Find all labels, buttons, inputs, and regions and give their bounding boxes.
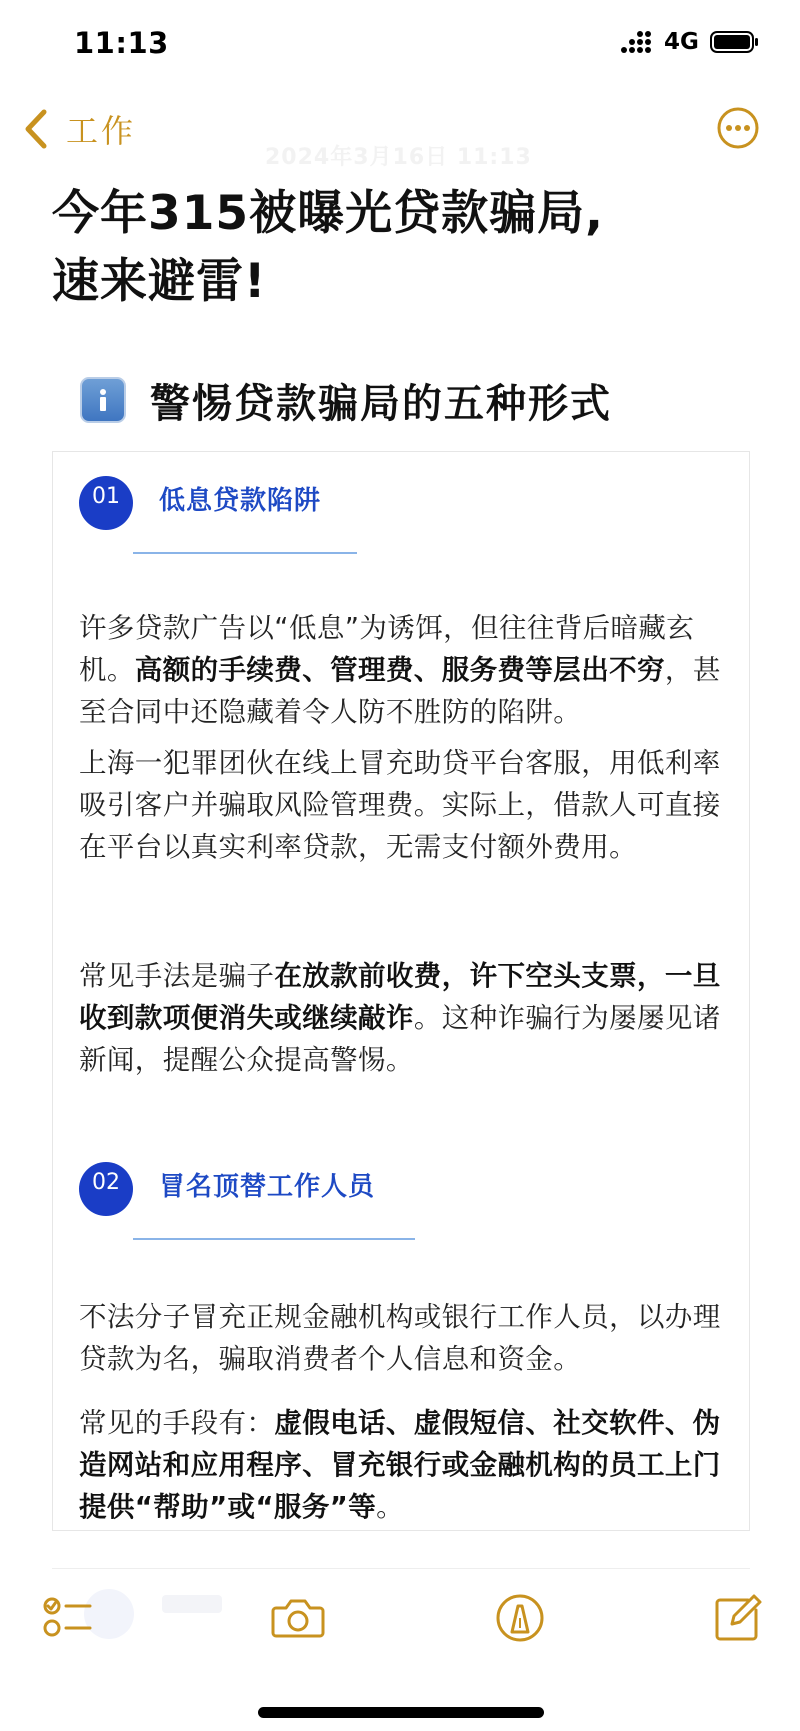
network-type: 4G (664, 29, 699, 55)
bold-text-run: 在放款前收费，许下空头支票，一旦收到款项便消失或继续敲诈 (79, 960, 721, 1034)
section-underline (133, 1238, 415, 1240)
note-title[interactable] (52, 180, 752, 316)
status-time: 11:13 (74, 26, 169, 60)
compose-icon[interactable] (708, 1588, 768, 1648)
section-01-header (79, 476, 359, 556)
home-indicator[interactable] (258, 1707, 544, 1718)
section-02-header (79, 1162, 419, 1242)
chevron-left-icon (22, 108, 50, 150)
bold-text-run: 高额的手续费、管理费、服务费等层出不穷 (134, 654, 665, 686)
note-title-line-1: 今年315被曝光贷款骗局, (52, 186, 604, 241)
paragraph: 上海一犯罪团伙在线上冒充助贷平台客服，用低利率吸引客户并骗取风险管理费。实际上，借款人可直接在平台以真实利率贷款，无需支付额外费用。 (79, 747, 721, 863)
bottom-toolbar (0, 1588, 800, 1668)
back-button[interactable] (22, 104, 136, 154)
note-title-line-2: 速来避雷! (52, 254, 267, 309)
markup-pen-icon[interactable] (490, 1588, 550, 1648)
section-number-badge: 01 (79, 476, 133, 530)
info-icon (80, 377, 126, 423)
bold-text-run: 虚假电话、虚假短信、社交软件、伪造网站和应用程序、冒充银行或金融机构的员工上门提供“帮助”或“服务”等 (79, 1407, 721, 1523)
paragraph (79, 955, 725, 1081)
text-run: 常见的手段有： (79, 1407, 275, 1439)
battery-icon (710, 30, 760, 54)
section-heading (80, 370, 612, 430)
text-run: 常见手法是骗子 (79, 960, 275, 992)
text-run: 。这种诈骗行为屡屡见诸新闻，提醒公众提高警惕。 (79, 1002, 721, 1076)
section-title: 冒名顶替工作人员 (159, 1172, 376, 1202)
section-heading-text: 警惕贷款骗局的五种形式 (150, 380, 612, 427)
section-number-badge: 02 (79, 1162, 133, 1216)
more-options-icon[interactable] (716, 106, 760, 150)
section-title: 低息贷款陷阱 (159, 486, 322, 516)
status-bar (0, 0, 800, 90)
back-label: 工作 (66, 112, 137, 150)
navigation-bar (0, 96, 800, 170)
text-run: 许多贷款广告以“低息”为诱饵，但往往背后暗藏玄机。 (79, 612, 695, 686)
text-run: ，甚至合同中还隐藏着令人防不胜防的陷阱。 (79, 654, 721, 728)
section-underline (133, 552, 357, 554)
camera-icon[interactable] (268, 1588, 328, 1648)
content-card (52, 451, 750, 1531)
text-run: 。 (376, 1491, 405, 1523)
cellular-signal-icon (620, 30, 656, 54)
paragraph (79, 1402, 725, 1528)
paragraph: 不法分子冒充正规金融机构或银行工作人员，以办理贷款为名，骗取消费者个人信息和资金。 (79, 1301, 721, 1375)
note-date: 2024年3月16日 11:13 (265, 145, 532, 170)
checklist-icon[interactable] (40, 1588, 100, 1648)
paragraph (79, 607, 725, 733)
